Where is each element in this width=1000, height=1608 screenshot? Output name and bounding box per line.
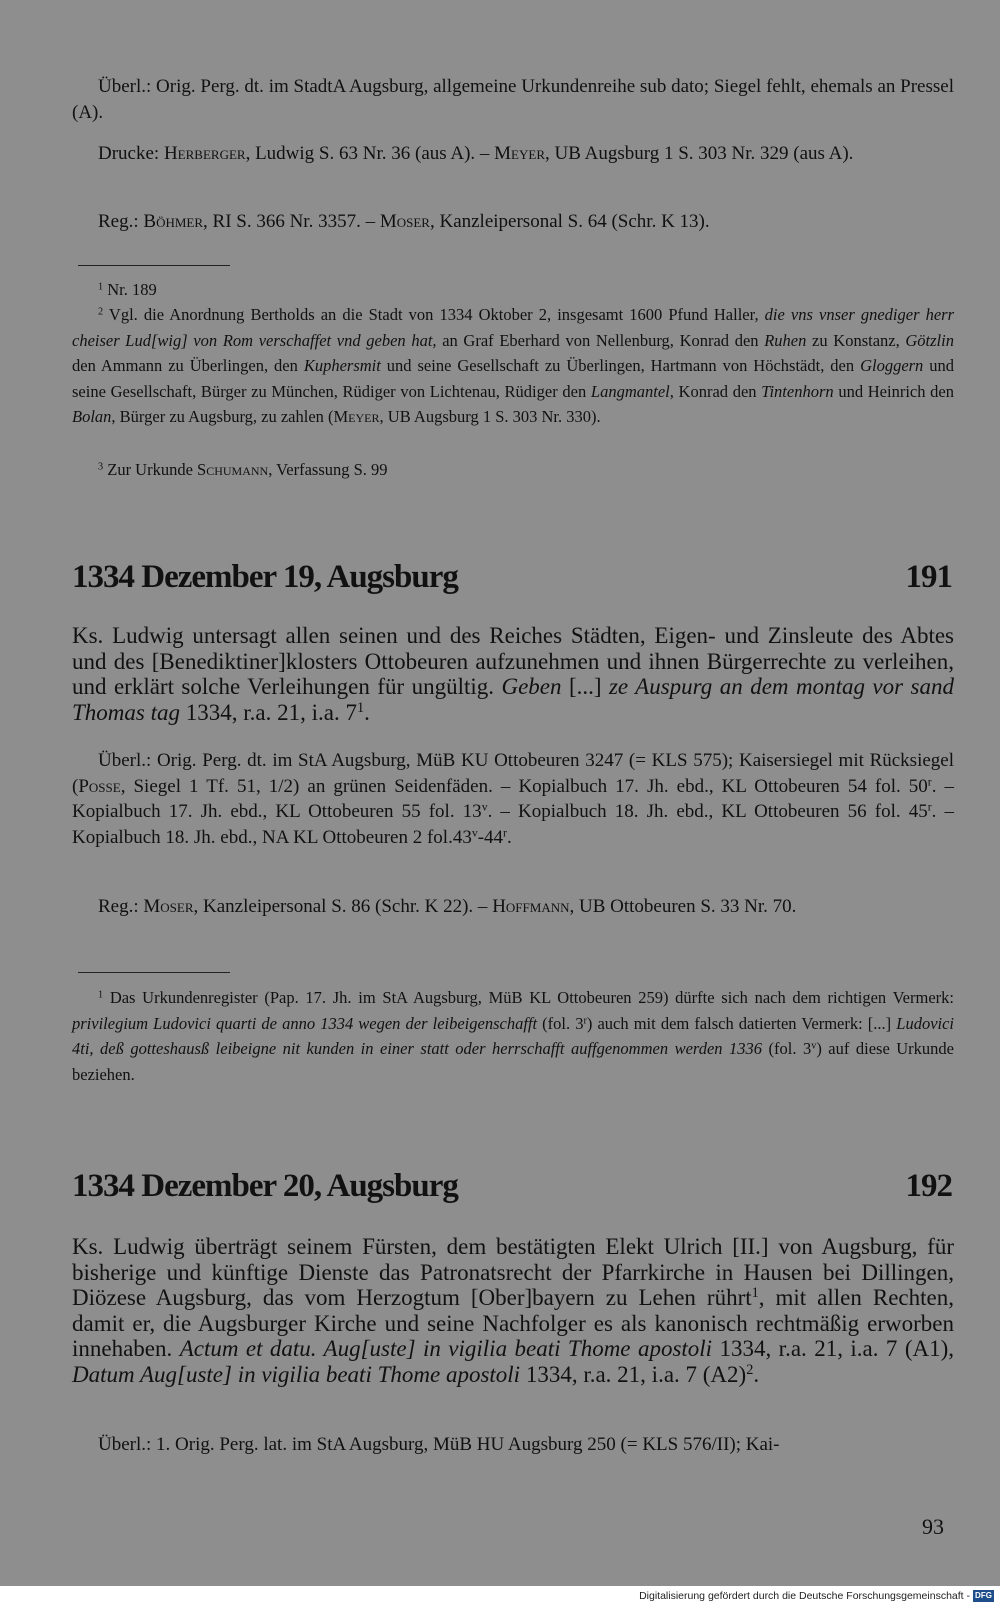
- entry-number: 192: [905, 1168, 952, 1204]
- drucke-prev: Drucke: Herberger, Ludwig S. 63 Nr. 36 (aus A). – Meyer, UB Augsburg 1 S. 303 Nr. 329 (aus A).: [98, 143, 854, 164]
- footnote-divider: [78, 972, 230, 973]
- entry-191-heading: [72, 557, 952, 597]
- regesten-prev: Reg.: Böhmer, RI S. 366 Nr. 3357. – Moser, Kanzleipersonal S. 64 (Schr. K 13).: [98, 211, 710, 232]
- digitization-credit: [639, 1590, 994, 1602]
- credit-text: Digitalisierung gefördert durch die Deutsche Forschungsgemeinschaft -: [639, 1590, 970, 1602]
- entry-191-regest: Ks. Ludwig untersagt allen seinen und des Reiches Städten, Eigen- und Zinsleute des Abtes und des [Benediktiner]klosters Ottobeuren aufzunehmen und ihnen Bürgerrechte zu verleihen, und erklärt solche Verleihungen für ungültig. Geben [...] ze Auspurg an dem montag vor sand Thomas tag 1334, r.a. 21, i.a. $7^1$.: [72, 623, 954, 725]
- ueberlieferung-prev: Überl.: Orig. Perg. dt. im StadtA Augsburg, allgemeine Urkundenreihe sub dato; Siegel fehlt, ehemals an Pressel (A).: [72, 76, 954, 123]
- entry-192-regest: Ks. Ludwig überträgt seinem Fürsten, dem bestätigten Elekt Ulrich [II.] von Augsburg, für bisherige und künftige Dienste das Patronatsrecht der Pfarrkirche in Hausen bei Dillingen, Diözese Augsburg, das vom Herzogtum [Ober]bayern zu Lehen rührt$^1$, mit allen Rechten, damit er, die Augsburger Kirche und seine Nachfolger es als kanonisch rechtmäßig erworben innehaben. Actum et datu. Aug[uste] in vigilia beati Thome apostoli 1334, r.a. 21, i.a. 7 (A1), Datum Aug[uste] in vigilia beati Thome apostoli 1334, r.a. 21, i.a. 7 $(A2)^2$.: [72, 1234, 955, 1387]
- dfg-logo-icon: DFG: [973, 1590, 994, 1602]
- footnote-divider: [78, 265, 230, 266]
- entry-date: 1334 Dezember 19, Augsburg: [72, 559, 458, 595]
- footnote-2-prev: $^2$ Vgl. die Anordnung Bertholds an die Stadt von 1334 Oktober 2, insgesamt 1600 Pfund Haller, die vns vnser gnediger herr cheiser Lud[wig] von Rom verschaffet vnd geben hat, an Graf Eberhard von Nellenburg, Konrad den Ruhen zu Konstanz, Götzlin den Ammann zu Überlingen, den Kuphersmit und seine Gesellschaft zu Überlingen, Hartmann von Höchstädt, den Gloggern und seine Gesellschaft, Bürger zu München, Rüdiger von Lichtenau, Rüdiger den Langmantel, Konrad den Tintenhorn und Heinrich den Bolan, Bürger zu Augsburg, zu zahlen (Meyer, UB Augsburg 1 S. 303 Nr. 330).: [72, 305, 955, 426]
- entry-191-footnote-1: $^1$ Das Urkundenregister (Pap. 17. Jh. im StA Augsburg, MüB KL Ottobeuren 259) dürfte sich nach dem richtigen Vermerk: privilegium Ludovici quarti de anno 1334 wegen der leibeigenschafft (fol. 3$^r$) auch mit dem falsch datierten Vermerk: [...] Ludovici 4ti, deß gotteshausß leibeigne nit kunden in einer statt oder herrschafft auffgenommen werden 1336 (fol. 3$^v$) auf diese Urkunde beziehen.: [72, 988, 955, 1084]
- entry-191-ueberlieferung: Überl.: Orig. Perg. dt. im StA Augsburg, MüB KU Ottobeuren 3247 (= KLS 575); Kaisersiegel mit Rücksiegel (Posse, Siegel 1 Tf. 51, 1/2) an grünen Seidenfäden. – Kopialbuch 17. Jh. ebd., KL Ottobeuren 54 fol. 50$^r$. – Kopialbuch 17. Jh. ebd., KL Ottobeuren 55 fol. 13$^v$. – Kopialbuch 18. Jh. ebd., KL Ottobeuren 56 fol. 45$^r$. – Kopialbuch 18. Jh. ebd., NA KL Ottobeuren 2 fol.43$^v$-44$^r$.: [72, 750, 955, 848]
- entry-192-ueberlieferung: Überl.: 1. Orig. Perg. lat. im StA Augsburg, MüB HU Augsburg 250 (= KLS 576/II); Kai-: [98, 1434, 780, 1455]
- footnote-1-prev: $^1$ Nr. 189: [98, 280, 157, 299]
- entry-192-heading: [72, 1166, 952, 1206]
- page-number: 93: [922, 1514, 944, 1539]
- entry-191-regesten: Reg.: Moser, Kanzleipersonal S. 86 (Schr. K 22). – Hoffmann, UB Ottobeuren S. 33 Nr. 70.: [98, 896, 797, 917]
- entry-date: 1334 Dezember 20, Augsburg: [72, 1168, 458, 1204]
- entry-number: 191: [905, 559, 952, 595]
- footnote-3-prev: $^3$ Zur Urkunde Schumann, Verfassung S. 99: [98, 460, 388, 479]
